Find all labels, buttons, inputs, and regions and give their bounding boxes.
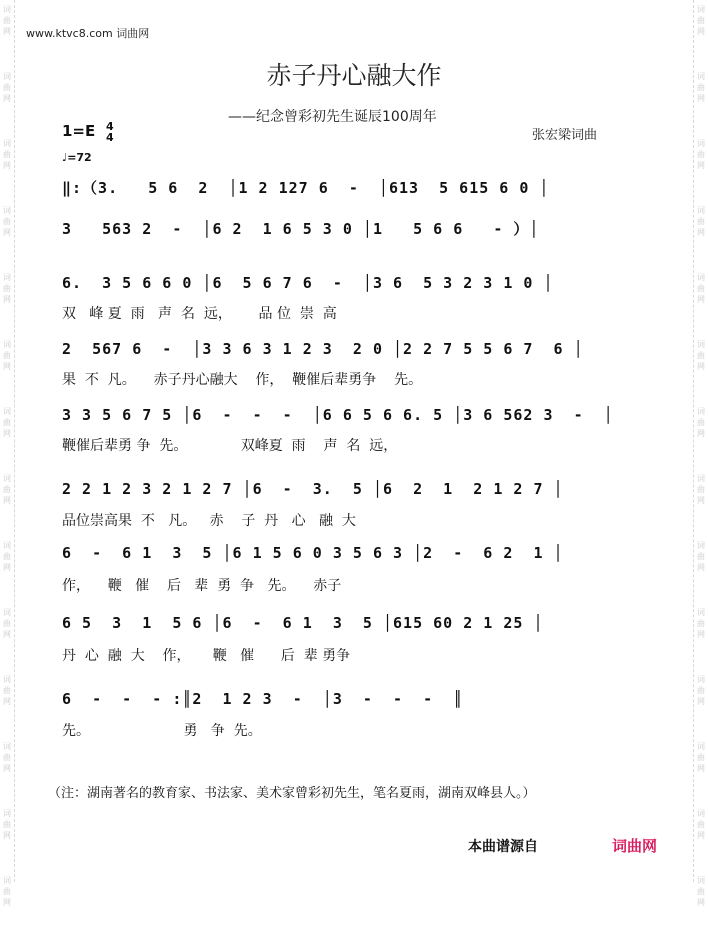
left-watermark-strip: 词 曲 网 词 曲 网 词 曲 网 词 曲 网 词 曲 网 词 曲 网 词 曲 网 词 曲 网 词 曲 网 词 曲 网 词 曲 网 词 曲 网 词 曲 网 词 曲 网	[0, 0, 15, 882]
time-signature-top: 4	[106, 120, 114, 133]
score-line-6-notation: 2 2 1 2 3 2 1 2 7 │6 - 3. 5 │6 2 1 2 1 2 7 │	[62, 480, 564, 498]
score-line-6-lyrics: 品位崇高果 不 凡。 赤 子 丹 心 融 大	[62, 513, 356, 529]
score-line-2-notation: 3 563 2 - │6 2 1 6 5 3 0 │1 5 6 6 - ）│	[62, 220, 540, 238]
score-line-3-lyrics: 双 峰 夏 雨 声 名 远， 品 位 崇 高	[62, 306, 337, 322]
score-line-9-notation: 6 - - - :║2 1 2 3 - │3 - - - ║	[62, 690, 464, 708]
source-logo: 词曲网	[612, 837, 658, 855]
score-line-4-notation: 2 567 6 - │3 3 6 3 1 2 3 2 0 │2 2 7 5 5 6 7 6 │	[62, 340, 584, 358]
right-watermark-strip: 词 曲 网 词 曲 网 词 曲 网 词 曲 网 词 曲 网 词 曲 网 词 曲 网 词 曲 网 词 曲 网 词 曲 网 词 曲 网 词 曲 网 词 曲 网 词 曲 网	[693, 0, 708, 882]
time-signature-bottom: 4	[106, 131, 114, 144]
composer-credit: 张宏梁词曲	[532, 128, 598, 143]
song-title: 赤子丹心融大作	[266, 61, 442, 90]
score-line-8-notation: 6 5 3 1 5 6 │6 - 6 1 3 5 │615 60 2 1 25 │	[62, 614, 544, 632]
score-line-9-lyrics: 先。 勇 争 先。	[62, 723, 262, 739]
score-line-4-lyrics: 果 不 凡。 赤子丹心融大 作， 鞭催后辈勇争 先。	[62, 372, 423, 388]
tempo-marking: ♩=72	[62, 151, 92, 164]
score-line-3-notation: 6. 3 5 6 6 0 │6 5 6 7 6 - │3 6 5 3 2 3 1 0 │	[62, 274, 554, 292]
score-line-5-lyrics: 鞭催后辈勇 争 先。 双峰夏 雨 声 名 远，	[62, 438, 398, 454]
song-subtitle: ——纪念曾彩初先生诞辰100周年	[228, 109, 437, 125]
site-url-watermark: www.ktvc8.com 词曲网	[26, 27, 150, 40]
score-line-8-lyrics: 丹 心 融 大 作， 鞭 催 后 辈 勇争	[62, 648, 351, 664]
key-signature: 1=E	[62, 122, 96, 140]
score-line-5-notation: 3 3 5 6 7 5 │6 - - - │6 6 5 6 6. 5 │3 6 562 3 - │	[62, 406, 614, 424]
score-line-7-notation: 6 - 6 1 3 5 │6 1 5 6 0 3 5 6 3 │2 - 6 2 1 │	[62, 544, 564, 562]
time-signature	[106, 121, 114, 143]
score-line-7-lyrics: 作， 鞭 催 后 辈 勇 争 先。 赤子	[62, 578, 342, 594]
source-label: 本曲谱源自	[468, 839, 538, 855]
score-line-1-notation: ‖:（3. 5 6 2 │1 2 127 6 - │613 5 615 6 0 │	[62, 179, 550, 197]
footnote: （注：湖南著名的教育家、书法家、美术家曾彩初先生，笔名夏雨，湖南双峰县人。）	[48, 786, 536, 801]
